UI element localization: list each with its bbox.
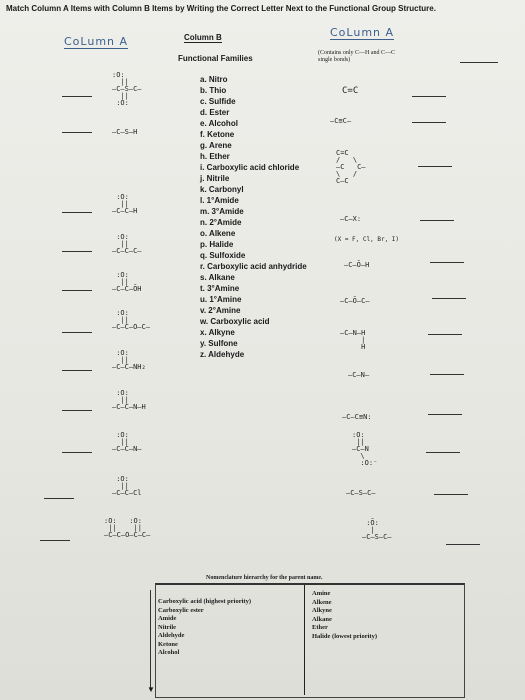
list-item: f. Ketone xyxy=(200,130,235,139)
structure-nitro: :O: || —C—N \ :O:⁻ xyxy=(352,431,378,467)
structure-nitrile: —C—C≡N: xyxy=(342,413,372,421)
priority-item: Ether xyxy=(312,624,328,631)
answer-blank[interactable] xyxy=(62,332,92,333)
priority-item: Nitrile xyxy=(158,623,177,631)
list-item: o. Alkene xyxy=(200,229,236,238)
structure-ether: —C—Ō—C— xyxy=(340,297,370,305)
nomenclature-heading: Nomenclature hierarchy for the parent name. xyxy=(206,575,323,581)
answer-blank[interactable] xyxy=(434,494,468,495)
priority-item: Carboxylic ester xyxy=(158,606,204,614)
priority-list-left xyxy=(158,598,251,658)
list-item: a. Nitro xyxy=(200,75,228,84)
list-item: g. Arene xyxy=(200,141,232,150)
alkane-note: (Contains only C—H and C—C single bonds) xyxy=(318,50,396,63)
list-item: r. Carboxylic acid anhydride xyxy=(200,262,307,271)
list-item: l. 1°Amide xyxy=(200,196,239,205)
structure-tertiary-amide: :O: || —C—C—N— xyxy=(112,431,142,453)
answer-blank[interactable] xyxy=(430,262,464,263)
priority-item: Ketone xyxy=(158,640,178,648)
list-item: y. Sulfone xyxy=(200,339,238,348)
list-item: k. Carbonyl xyxy=(200,185,244,194)
answer-blank[interactable] xyxy=(62,410,92,411)
answer-blank[interactable] xyxy=(432,298,466,299)
list-item: b. Thio xyxy=(200,86,227,95)
structure-sulfide: —C—S—C— xyxy=(346,489,376,497)
answer-blank[interactable] xyxy=(412,96,446,97)
priority-item: Amide xyxy=(158,615,177,622)
list-item: h. Ether xyxy=(200,152,230,161)
answer-blank[interactable] xyxy=(430,374,464,375)
column-a-heading-left: CoLumn A xyxy=(64,35,129,48)
answer-blank[interactable] xyxy=(420,220,454,221)
answer-blank[interactable] xyxy=(62,452,92,453)
list-item: j. Nitrile xyxy=(200,174,230,183)
priority-arrow-icon: ▼ xyxy=(147,685,155,694)
functional-families-heading: Functional Families xyxy=(178,54,253,63)
worksheet-title: Match Column A Items with Column B Items by Writing the Correct Letter Next to the Functional Group Structure. xyxy=(6,4,436,13)
answer-blank[interactable] xyxy=(62,370,92,371)
priority-item: Carboxylic acid (highest priority) xyxy=(158,598,251,605)
list-item: t. 3°Amine xyxy=(200,284,240,293)
answer-blank[interactable] xyxy=(62,96,92,97)
answer-blank[interactable] xyxy=(428,414,462,415)
column-a-heading-right: CoLumn A xyxy=(330,26,395,39)
list-item: v. 2°Amine xyxy=(200,306,241,315)
structure-ester: :O: || —C—C—O—C— xyxy=(112,309,150,331)
priority-item: Alkene xyxy=(312,598,332,606)
structure-primary-amine: —C—N—H | H xyxy=(340,329,366,351)
answer-blank[interactable] xyxy=(62,251,92,252)
list-item: u. 1°Amine xyxy=(200,295,242,304)
list-item: d. Ester xyxy=(200,108,230,117)
answer-blank[interactable] xyxy=(446,544,480,545)
list-item: i. Carboxylic acid chloride xyxy=(200,163,300,172)
priority-item: Halide (lowest priority) xyxy=(312,632,377,640)
structure-arene: C=C / \ —C C— \ / C—C xyxy=(336,149,366,185)
list-item: s. Alkane xyxy=(200,273,235,282)
priority-list-right xyxy=(312,590,377,641)
list-item: z. Aldehyde xyxy=(200,350,245,359)
structure-anhydride: :O: :O: || || —C—C—O—C—C— xyxy=(104,517,151,539)
structure-secondary-amide: :O: || —C—C—N—H xyxy=(112,389,146,411)
list-item: q. Sulfoxide xyxy=(200,251,246,260)
answer-blank[interactable] xyxy=(418,166,452,167)
list-item: p. Halide xyxy=(200,240,234,249)
priority-item: Alkane xyxy=(312,615,332,623)
structure-halide: —C—X: xyxy=(340,215,362,223)
answer-blank[interactable] xyxy=(62,290,92,291)
structure-alkene: C=C xyxy=(342,86,359,96)
structure-primary-amide: :O: || —C—C—NH₂ xyxy=(112,349,146,371)
column-b-heading: Column B xyxy=(184,33,222,42)
answer-blank[interactable] xyxy=(460,62,498,63)
priority-item: Alcohol xyxy=(158,649,180,656)
list-item: x. Alkyne xyxy=(200,328,235,337)
functional-family-list xyxy=(200,74,307,360)
answer-blank[interactable] xyxy=(44,498,74,499)
answer-blank[interactable] xyxy=(428,334,462,335)
structure-sulfoxide: :Ō: | —C—S—C— xyxy=(362,519,392,541)
structure-sulfone: :O: || —C—S—C— || :O: xyxy=(112,71,142,107)
list-item: n. 2°Amide xyxy=(200,218,242,227)
priority-item: Aldehyde xyxy=(158,632,185,639)
answer-blank[interactable] xyxy=(412,122,446,123)
halide-note: (X = F, Cl, Br, I) xyxy=(334,236,400,243)
answer-blank[interactable] xyxy=(40,540,70,541)
structure-carboxylic-acid: :O: || —C—C—ŌH xyxy=(112,271,142,293)
structure-alcohol: —C—Ō—H xyxy=(344,261,370,269)
structure-tertiary-amine: —C—N— xyxy=(348,371,370,379)
list-item: w. Carboxylic acid xyxy=(200,317,270,326)
list-item: e. Alcohol xyxy=(200,119,238,128)
list-item: c. Sulfide xyxy=(200,97,236,106)
hierarchy-divider xyxy=(304,585,305,695)
answer-blank[interactable] xyxy=(426,452,460,453)
structure-ketone: :O: || —C—C—C— xyxy=(112,233,142,255)
answer-blank[interactable] xyxy=(62,132,92,133)
structure-aldehyde: :O: || —C—C—H xyxy=(112,193,138,215)
priority-item: Alkyne xyxy=(312,607,332,614)
priority-item: Amine xyxy=(312,590,331,597)
answer-blank[interactable] xyxy=(62,212,92,213)
structure-acid-chloride: :O: || —C—C—Cl xyxy=(112,475,142,497)
list-item: m. 3°Amide xyxy=(200,207,244,216)
structure-thiol: —C—S—H xyxy=(112,128,138,136)
priority-arrow-shaft xyxy=(150,590,151,690)
structure-alkyne: —C≡C— xyxy=(330,117,352,125)
